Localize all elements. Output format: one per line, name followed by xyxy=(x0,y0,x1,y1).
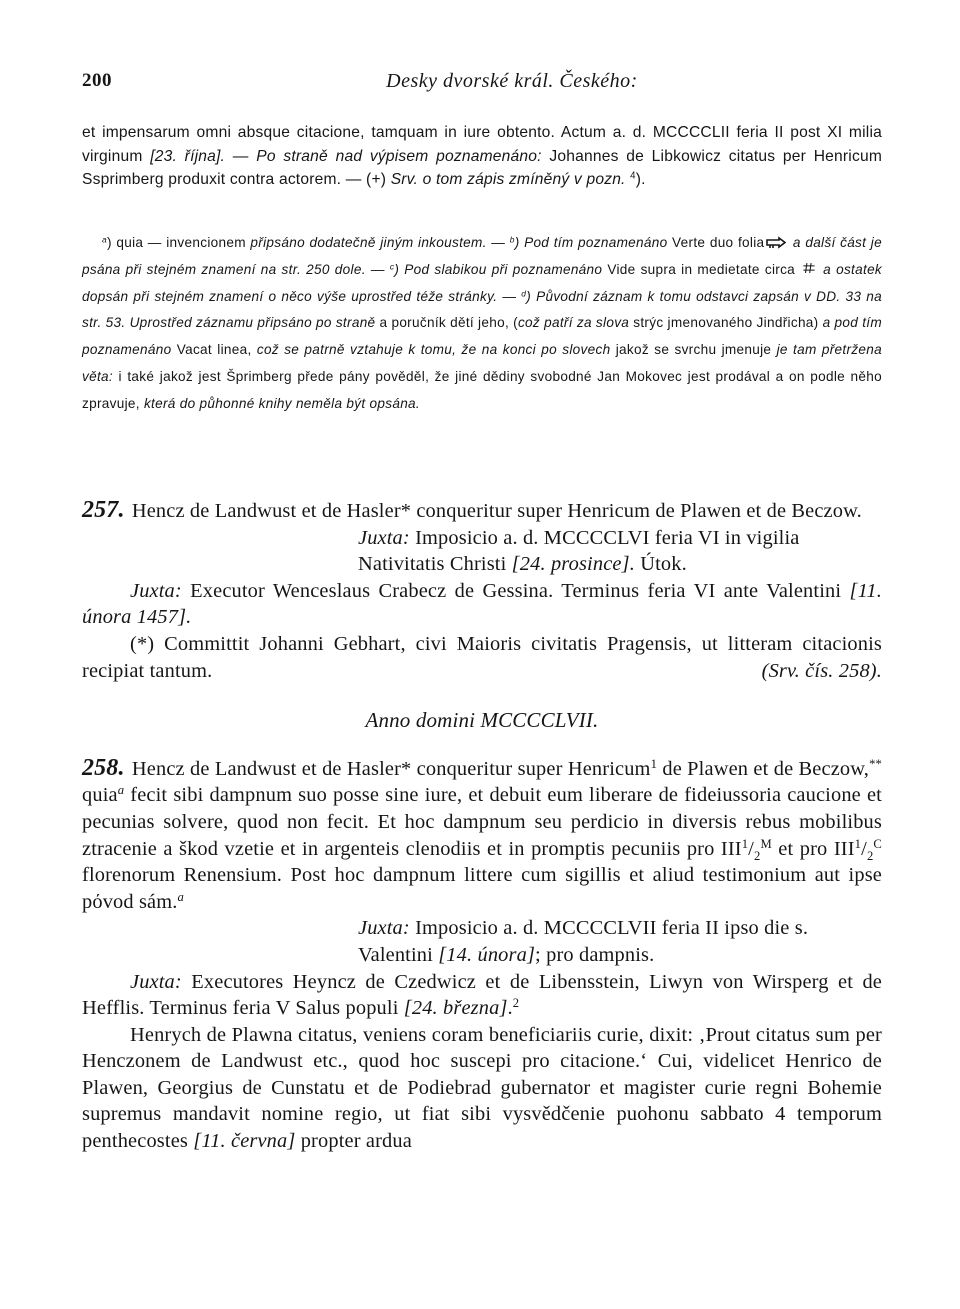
continuation-paragraph xyxy=(82,121,882,192)
entry-257-ref: (Srv. čís. 258). xyxy=(761,659,882,682)
page-header xyxy=(82,70,882,100)
footnotes xyxy=(82,230,882,418)
entry-number: 257. xyxy=(82,497,125,523)
pointing-hand-icon xyxy=(766,236,786,249)
entry-257-title: 257. Hencz de Landwust et de Hasler* conqueritur super Henricum de Plawen et de Beczow. xyxy=(82,497,862,523)
main-text xyxy=(82,497,882,1155)
entry-257-commit: (*) Committit Johanni Gebhart, civi Maioris civitatis Pragensis, ut litteram citacionis recipiat tantum. xyxy=(82,632,882,682)
page-number: 200 xyxy=(82,70,112,91)
entry-258-paragraph-2: Henrych de Plawna citatus, veniens coram beneficiariis curie, dixit: ‚Prout citatus sum per Henczonem de Landwust etc., quod hoc suscepi pro citacione.‘ Cui, videlicet Henrico de Plawen, Georgius de Cunstatu et de Podiebrad gubernator et magister curie regni Bohemie supremus mandavit nomine regio, ut fiat sibi vysvědčenie puohonu sabbato 4 temporum penthecostes [11. června] propter ardua xyxy=(82,1023,882,1153)
entry-257-juxta-2: Juxta: Executor Wenceslaus Crabecz de Gessina. Terminus feria VI ante Valentini [11. února 1457]. xyxy=(82,579,882,629)
entry-number: 258. xyxy=(82,754,125,781)
hash-sign-icon xyxy=(802,260,816,276)
entry-258-juxta-2: Juxta: Executores Heyncz de Czedwicz et de Libensstein, Liwyn von Wirsperg et de Hefflis. Terminus feria V Salus populi [24. března].$^2$ xyxy=(82,970,882,1020)
running-title: Desky dvorské král. Českého: xyxy=(386,70,638,92)
entry-258-text: 258. Hencz de Landwust et de Hasler* conqueritur super Henricum$^1$ de Plawen et de Beczow,** quia$^a$ fecit sibi dampnum suo posse sine iure, et debuit eum liberare de fideiussoria caucione et pecunias solvere, quod non fecit. Et hoc dampnum seu perdicio in diversis rebus mobilibus ztracenie a škod vzetie et in argenteis clenodiis et in promptis pecuniis pro $III^1/_2^M$ et pro $III^1/_2^C$ florenorum Renensium. Post hoc dampnum littere cum sigillis et aliud testimonium aut ipse pόvod sám.$^a$ xyxy=(82,754,882,913)
year-heading: Anno domini MCCCCLVII. xyxy=(365,708,599,733)
footnote-block: $^a$) quia — invencionem připsáno dodatečně jiným inkoustem. — $^b$) Pod tím poznamenáno Verte duo folia a další část je psána při stejném znamení na str. 250 dole. — $^c$) Pod slabikou při poznamenáno Vide supra in medietate circa a ostatek dopsán při stejném znamení o něco výše uprostřed téže stránky. — $^d$) Původní záznam k tomu odstavci zapsán v DD. 33 na str. 53. Uprostřed záznamu připsáno po straně a poručník dětí jeho, (což patří za slova strýc jmenovaného Jindřicha) a pod tím poznamenáno Vacat linea, což se patrně vztahuje k tomu, že na konci po slovech jakož se svrchu jmenuje je tam přetržena věta: i také jakož jest Šprimberg přede pány pověděl, že jiné dědiny svobodné Jan Mokovec jest prodával a on podle něho zpravuje, která do půhonné knihy neměla být opsána. xyxy=(82,234,883,411)
continuation-text: et impensarum omni absque citacione, tamquam in iure obtento. Actum a. d. MCCCCLII feria II post XI milia virginum [23. října]. — Po straně nad výpisem poznamenáno: Johannes de Libkowicz citatus per Henricum Ssprimberg produxit contra actorem. — (+) Srv. o tom zápis zmíněný v pozn. $^4$). xyxy=(82,124,883,189)
book-page xyxy=(82,0,882,1309)
entry-258-juxta-1: Juxta: Imposicio a. d. MCCCCLVII feria II ipso die s. Valentini [14. února]; pro dampnis. xyxy=(358,917,809,966)
entry-257-juxta-1: Juxta: Imposicio a. d. MCCCCLVI feria VI in vigilia Nativitatis Christi [24. prosince]. Útok. xyxy=(358,526,800,576)
